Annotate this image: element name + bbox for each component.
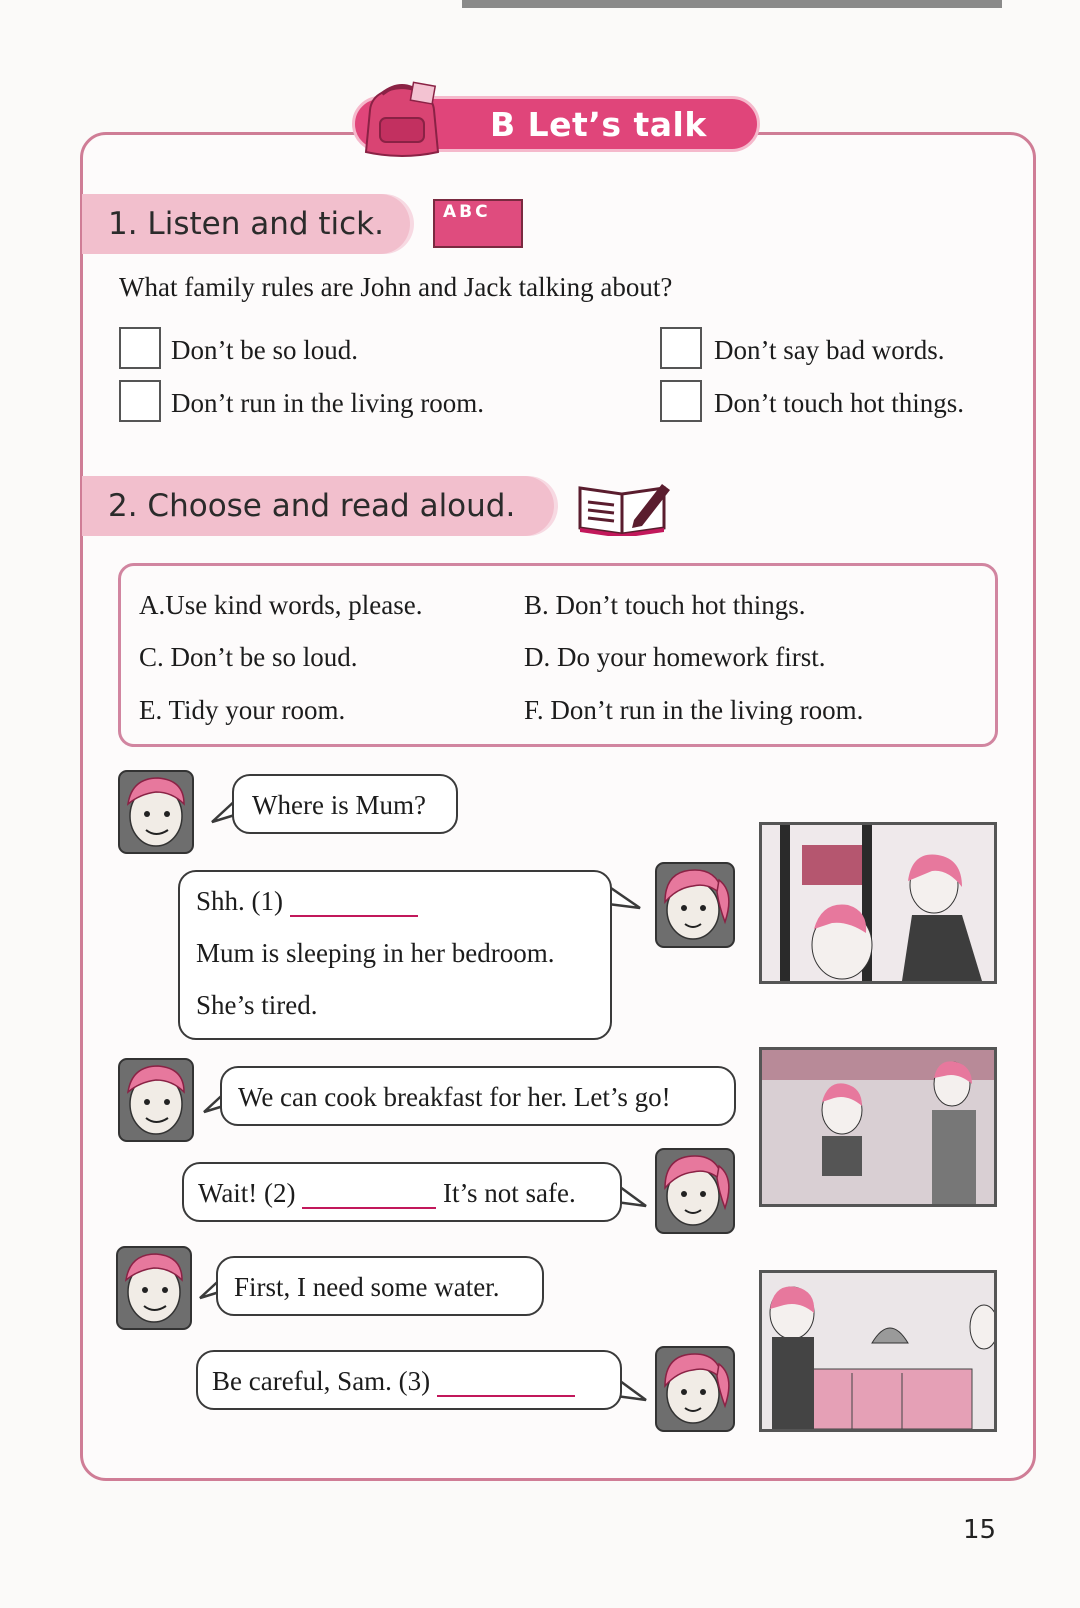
option-label: Don’t be so loud. [171, 335, 358, 365]
scene-careful-image [762, 1273, 994, 1429]
scene-shh-image [762, 825, 994, 981]
speech-bubble-boy [232, 774, 458, 834]
choice-c: C. Don’t be so loud. [139, 642, 358, 672]
speech-bubble-girl [196, 1350, 622, 1410]
girl-face-icon [655, 862, 735, 948]
speech-bubble-girl [182, 1162, 622, 1222]
dialogue-line: Mum is sleeping in her bedroom. [196, 938, 555, 968]
tick-box[interactable] [119, 380, 161, 422]
choice-b: B. Don’t touch hot things. [524, 590, 806, 620]
boy-face-icon [116, 1246, 192, 1330]
option-label: Don’t say bad words. [714, 335, 945, 365]
choice-d: D. Do your homework first. [524, 642, 826, 672]
dialogue-line [212, 1366, 575, 1397]
dialogue-line: First, I need some water. [234, 1272, 500, 1302]
speech-bubble-boy [216, 1256, 544, 1316]
scene-stove-illustration [759, 1270, 997, 1432]
boy-face-icon [118, 770, 194, 854]
answer-blank-1[interactable] [290, 891, 418, 917]
boy-face-icon [118, 1058, 194, 1142]
choice-f: F. Don’t run in the living room. [524, 695, 864, 725]
answer-blank-3[interactable] [437, 1371, 575, 1397]
book-pencil-icon [576, 480, 672, 536]
dialogue-line [198, 1178, 576, 1209]
option-label: Don’t run in the living room. [171, 388, 484, 418]
scene-kitchen-illustration [759, 1047, 997, 1207]
section2-heading: 2. Choose and read aloud. [82, 476, 554, 536]
dialogue-line [196, 886, 418, 917]
choice-e: E. Tidy your room. [139, 695, 346, 725]
page-title: B Let’s talk [490, 105, 707, 144]
tick-box[interactable] [119, 327, 161, 369]
scene-wait-image [762, 1050, 994, 1204]
scene-bedroom-illustration [759, 822, 997, 984]
tick-box[interactable] [660, 380, 702, 422]
abc-badge-label: ABC [443, 202, 491, 222]
option-label: Don’t touch hot things. [714, 388, 965, 418]
dialogue-text: Be careful, Sam. (3) [212, 1366, 431, 1396]
speech-bubble-girl [178, 870, 612, 1040]
school-bag-icon [352, 80, 452, 160]
girl-face-icon [655, 1148, 735, 1234]
choice-a: A.Use kind words, please. [139, 590, 423, 620]
dialogue-text: Shh. (1) [196, 886, 283, 916]
answer-blank-2[interactable] [302, 1183, 436, 1209]
dialogue-text: It’s not safe. [443, 1178, 576, 1208]
page-number: 15 [963, 1515, 997, 1545]
section1-question: What family rules are John and Jack talking about? [119, 272, 673, 302]
scan-edge [462, 0, 1002, 8]
dialogue-text: Wait! (2) [198, 1178, 296, 1208]
tick-box[interactable] [660, 327, 702, 369]
section1-heading: 1. Listen and tick. [82, 194, 410, 254]
girl-face-icon [655, 1346, 735, 1432]
dialogue-line: Where is Mum? [252, 790, 426, 820]
dialogue-line: She’s tired. [196, 990, 318, 1020]
speech-bubble-boy [220, 1066, 736, 1126]
dialogue-line: We can cook breakfast for her. Let’s go! [238, 1082, 671, 1112]
